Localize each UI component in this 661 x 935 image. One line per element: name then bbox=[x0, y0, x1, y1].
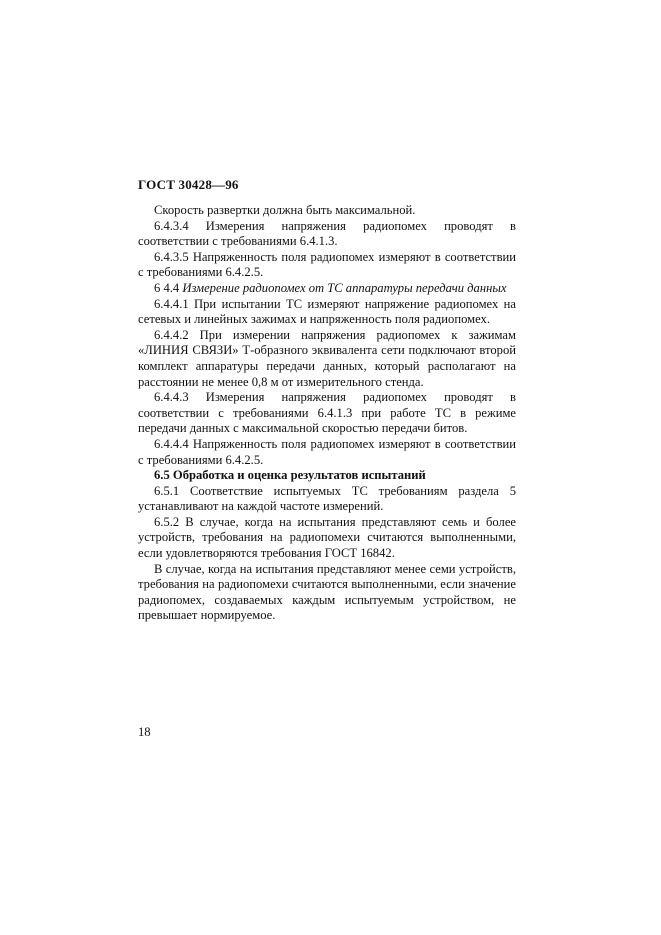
paragraph-6-5-2: 6.5.2 В случае, когда на испытания представляют семь и более устройств, требования на радиопомехи считаются выполненными, если удовлетворяются требования ГОСТ 16842. bbox=[138, 514, 516, 561]
paragraph-6-4-4-3: 6.4.4.3 Измерения напряжения радиопомех проводят в соответствии с требованиями 6.4.1.3 при работе ТС в режиме передачи данных с максимальной скоростью передачи битов. bbox=[138, 390, 516, 436]
paragraph-6-4-3-4: 6.4.3.4 Измерения напряжения радиопомех проводят в соответствии с требованиями 6.4.1.3. bbox=[138, 218, 516, 249]
document-body bbox=[138, 203, 516, 624]
section-6-5-heading bbox=[138, 468, 516, 484]
section-title: Обработка и оценка результатов испытаний bbox=[172, 468, 426, 483]
document-header: ГОСТ 30428—96 bbox=[138, 177, 239, 192]
paragraph-6-5-2-continued: В случае, когда на испытания представляют менее семи устройств, требования на радиопомехи считаются выполненными, если значение радиопомех, создаваемых каждым испытуемым устройством, не превышает нормируемое. bbox=[138, 561, 516, 623]
section-number: 6 4.4 bbox=[154, 280, 180, 295]
paragraph: Скорость развертки должна быть максимальной. bbox=[154, 203, 416, 217]
page-number: 18 bbox=[138, 725, 151, 739]
paragraph-6-4-4-2: 6.4.4.2 При измерении напряжения радиопомех к зажимам «ЛИНИЯ СВЯЗИ» Т-образного эквивалента сети подключают второй комплект аппаратуры передачи данных, который располагают на расстоянии не менее 0,8 м от измерительного стенда. bbox=[138, 327, 516, 389]
paragraph-6-4-4-4: 6.4.4.4 Напряженность поля радиопомех измеряют в соответствии с требованиями 6.4.2.5. bbox=[138, 436, 516, 467]
paragraph-6-4-4-1: 6.4.4.1 При испытании ТС измеряют напряжение радиопомех на сетевых и линейных зажимах и напряженность поля радиопомех. bbox=[138, 296, 516, 327]
paragraph-6-5-1: 6.5.1 Соответствие испытуемых ТС требованиям раздела 5 устанавливают на каждой частоте измерений. bbox=[138, 483, 516, 514]
paragraph-6-4-3-5: 6.4.3.5 Напряженность поля радиопомех измеряют в соответствии с требованиями 6.4.2.5. bbox=[138, 249, 516, 280]
section-title: Измерение радиопомех от ТС аппаратуры передачи данных bbox=[182, 280, 507, 295]
section-6-4-4-heading bbox=[138, 281, 516, 297]
section-number: 6.5 bbox=[154, 468, 170, 483]
